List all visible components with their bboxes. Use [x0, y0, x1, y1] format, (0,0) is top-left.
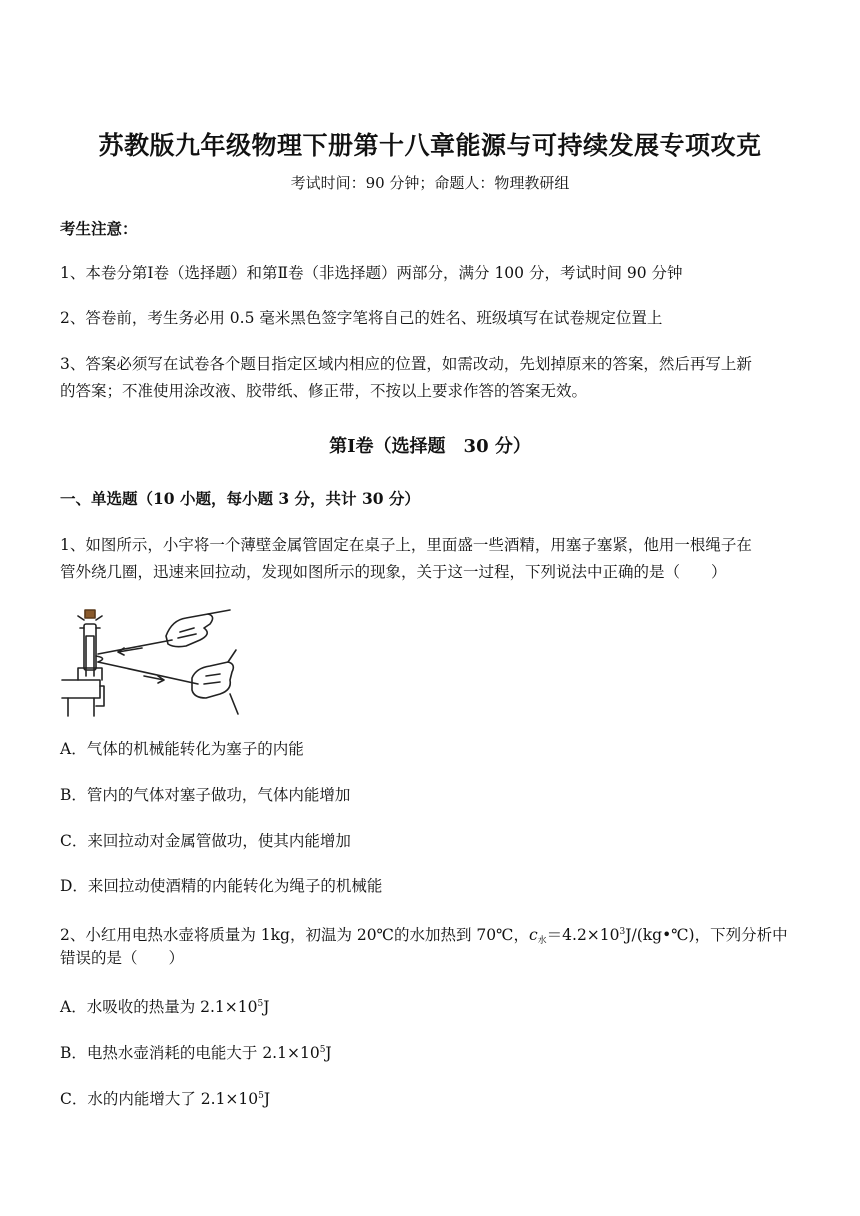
notice-item-1: 1、本卷分第Ⅰ卷（选择题）和第Ⅱ卷（非选择题）两部分，满分 100 分，考试时间 90 分钟 [60, 264, 683, 282]
section-title: 第Ⅰ卷（选择题 30 分） [329, 436, 531, 457]
notice-item-3-continued: 的答案；不准使用涂改液、胶带纸、修正带，不按以上要求作答的答案无效。 [60, 382, 588, 400]
page-title: 苏教版九年级物理下册第十八章能源与可持续发展专项攻克 [98, 131, 762, 160]
question-1-option-d: D．来回拉动使酒精的内能转化为绳子的机械能 [60, 877, 383, 895]
notice-heading: 考生注意： [60, 219, 138, 238]
question-1-stem-continued: 管外绕几圈，迅速来回拉动，发现如图所示的现象，关于这一过程，下列说法中正确的是（ ） [60, 563, 727, 581]
part-heading: 一、单选题（10 小题，每小题 3 分，共计 30 分） [60, 489, 420, 508]
notice-item-3: 3、答案必须写在试卷各个题目指定区域内相应的位置，如需改动，先划掉原来的答案，然后再写上新 [60, 355, 752, 373]
question-2-stem-continued: 错误的是（ ） [60, 949, 185, 967]
exam-info: 考试时间：90 分钟；命题人：物理教研组 [290, 174, 570, 192]
question-1-option-b: B．管内的气体对塞子做功，气体内能增加 [60, 786, 351, 804]
notice-item-2: 2、答卷前，考生务必用 0.5 毫米黑色签字笔将自己的姓名、班级填写在试卷规定位置上 [60, 309, 663, 327]
question-2-option-b: B．电热水壶消耗的电能大于 $2.1\times 10^5J$ [60, 1044, 332, 1062]
question-1-stem: 1、如图所示，小宇将一个薄壁金属管固定在桌子上，里面盛一些酒精，用塞子塞紧，他用一根绳子在 [60, 536, 752, 554]
question-1-figure [60, 606, 240, 718]
question-1-option-a: A．气体的机械能转化为塞子的内能 [60, 740, 304, 758]
question-2-option-c: C．水的内能增大了 $2.1\times 10^5J$ [60, 1090, 271, 1108]
question-1-option-c: C．来回拉动对金属管做功，使其内能增加 [60, 832, 351, 850]
question-2-stem: 2、小红用电热水壶将质量为 1kg，初温为 20℃的水加热到 70℃，$c_水=4.2\times 10^3J/(kg•℃)$，下列分析中 [60, 926, 788, 946]
question-2-option-a: A．水吸收的热量为 $2.1\times 10^5J$ [60, 998, 270, 1016]
